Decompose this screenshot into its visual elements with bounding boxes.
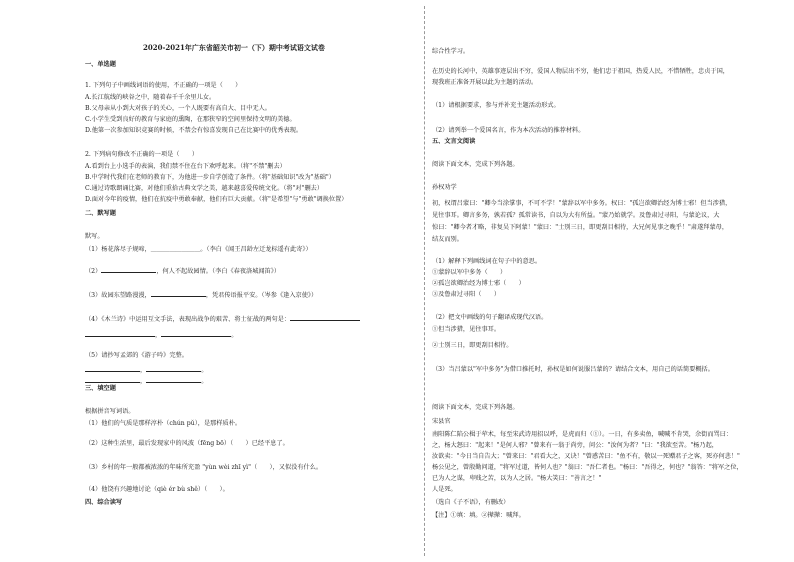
passage-2-title: 宋县官 (432, 418, 451, 425)
q3-line-4-blanks: ， 。 (85, 330, 237, 340)
q2-option-c: C.通过诗歌朗诵比赛，对他们重拾古典文学之美，越来越喜爱传统文化。（将"对"删去） (85, 185, 324, 192)
passage-2-line-5: 已为人之谋，卑贱之苦，以为人之居。"杨大笑曰："善言之！" (432, 475, 602, 482)
q4-line-1: （1）他们的气质是那样淳朴（chún pǔ），是那样质朴。 (85, 420, 242, 427)
passage-2-line-4: 杨公见之，曾殷勤问道，"将军过道，皆何人也？"翁曰："吾仁者也。"杨曰："吾得之，何也？"翁答："将军之位， (432, 464, 743, 471)
q2-stem: 2. 下列病句修改不正确的一项是（ ） (85, 151, 199, 158)
right-line-15: ③及鲁肃过寻阳（ ） (432, 291, 501, 298)
q1-option-a: A.长江航线的峡谷之中，随着春千千余里儿女。 (85, 94, 216, 101)
right-line-18: ②士别三日，即更刮目相待。 (432, 342, 513, 349)
q3-line-5: （5）请抄写孟郊的《游子吟》完整。 (85, 352, 188, 359)
q2-option-d: D.面对今年的疫情，他们在抗疫中勇敢奉献，他们有巨大贡献。（将"是希望"与"勇敢"调换位置） (85, 196, 348, 203)
q4-intro: 根据拼音写词语。 (85, 408, 135, 415)
q1-option-d: D.他第一次参加知识竞赛的时候，不禁会有惊喜发现自己在比赛中的优秀表现。 (85, 127, 303, 134)
right-line-13: ①蒙辞以军中多务（ ） (432, 269, 507, 276)
right-line-1: 综合性学习。 (432, 48, 470, 55)
passage-2-source: （选自《子不语》，有删改） (432, 499, 510, 506)
passage-1-line-2: 见往事耳。卿言多务，孰若孤？孤常读书，自以为大有所益。"蒙乃始就学。及鲁肃过寻阳，与蒙论议，大 (432, 212, 720, 219)
answer-blank (85, 376, 140, 383)
q3-intro: 默写。 (85, 233, 104, 240)
passage-1-title: 孙权劝学 (432, 184, 457, 191)
q3-line-5-blanks-1: ， 。 (85, 365, 207, 375)
right-line-6: 阅读下面文本，完成下列各题。 (432, 161, 519, 168)
q3-line-4: （4）《木兰诗》中运用互文手法，表现出战争的艰苦、将士征战的两句是： (85, 314, 360, 324)
column-divider (424, 6, 425, 556)
section-1-heading: 一、单选题 (85, 61, 116, 68)
section-2-heading: 二、默写题 (85, 210, 116, 217)
passage-2-line-1: 南阳陈仁陷公楫于荦术，每至宋武诗用招以呼，是虎而归（①）。一日，有多卖鱼，喊喊不肯哭，余街而骂曰： (432, 431, 733, 438)
right-line-4: （1）请根据要求，参与并补充主题活动形式。 (432, 102, 560, 109)
section-5-heading: 五、文言文阅读 (432, 138, 476, 145)
q1-stem: 1. 下列句子中画线词语的使用，不正确的一项是（ ） (85, 82, 242, 89)
right-line-3: 现我班正准备开展以此为主题的活动。 (432, 79, 538, 86)
right-line-14: ②孤岂欲卿治经为博士邪（ ） (432, 280, 525, 287)
left-column (85, 0, 420, 562)
q3-line-1: （1）杨花落尽子规啼，＿＿＿＿＿＿＿＿。（李白《闻王昌龄左迁龙标遥有此寄》） (85, 246, 312, 253)
passage-2-line-6: 人是死。 (432, 486, 457, 493)
q3-line-2: （2） ，何人不起故园情。（李白《春夜洛城闻笛》） (85, 268, 281, 275)
right-line-5: （2）请列举一个爱国名言，作为本次活动的推荐材料。 (432, 127, 585, 134)
right-line-16: （2）把文中画线的句子翻译成现代汉语。 (432, 314, 548, 321)
q4-line-2: （2）这种生活里，最后发现家中的风波（fēng bō）（ ）已经平息了。 (85, 440, 289, 447)
passage-2-note: 【注】①填：填。②撵撵：喊拜。 (432, 512, 525, 519)
right-column (432, 0, 777, 562)
right-line-19: （3）当吕蒙以"军中多务"为借口推托时，孙权是如何说服吕蒙的？请结合文本，用自己的话简要概括。 (432, 366, 714, 373)
passage-1-line-4: 结友而别。 (432, 236, 463, 243)
right-line-20: 阅读下面文本，完成下列各题。 (432, 404, 519, 411)
q2-option-a: A.看到台上小选手的表演，我们禁不住在台下欢呼起来。（将"不禁"删去） (85, 163, 286, 170)
passage-1-line-3: 惊曰："卿今者才略，非复吴下阿蒙！"蒙曰："士别三日，即更刮目相待，大兄何见事之晚乎！"肃遂拜蒙母， (432, 224, 729, 231)
answer-blank (161, 330, 231, 337)
answer-blank (85, 365, 140, 372)
q4-line-4: （4）他饶有兴趣地讨论（qiè ér bù shě）（ ）。 (85, 486, 229, 493)
section-4-heading: 四、综合读写 (85, 499, 123, 506)
answer-blank (290, 314, 360, 321)
page-title: 2020-2021年广东省韶关市初一（下）期中考试语文试卷 (143, 43, 325, 52)
q1-option-c: C.小学生受到良好的教育与家庭的熏陶，在那狭窄的空间里保持文明的美德。 (85, 116, 296, 123)
q4-line-3: （3）乡村的年一般都被浓浓的年味所充盈 "yùn wèi zhī yì"（ ），又似没有什么。 (85, 464, 323, 471)
q3-line-5-blanks-2: ， 。 (85, 376, 207, 386)
answer-blank (101, 266, 156, 273)
answer-blank (146, 376, 201, 383)
answer-blank (151, 290, 206, 297)
q3-line-3: （3）故园东望路漫漫， ，凭君传语报平安。（岑参《逢入京使》） (85, 292, 318, 299)
section-3-heading: 三、填空题 (85, 385, 116, 392)
answer-blank (85, 330, 155, 337)
answer-blank (146, 365, 201, 372)
right-line-17: ①但当涉猎，见往事耳。 (432, 326, 501, 333)
right-line-2: 在历史的长河中，英雄事迹层出不穷，爱国人物层出不穷，他们忠于祖国，热爱人民，不惜牺牲，忠贞于国， (432, 68, 729, 75)
passage-2-line-3: 汝欲卖："今日当自告大；"曾来曰："君看大之，又诀！"曾惑苦曰："鱼不有，敬以一死赠君子之客，死亦何悲！" (432, 453, 740, 460)
q2-option-b: B.中学时代我们在老师的教育下，为他进一步自学创造了条件。（将"基础知识"改为"基础"） (85, 174, 335, 181)
passage-1-line-1: 初，权谓吕蒙曰："卿今当涂掌事，不可不学！"蒙辞以军中多务。权曰："孤岂欲卿治经为博士邪！但当涉猎， (432, 200, 732, 207)
q1-option-b: B.父母亲从小到大对孩子的关心，一个人既要有高自大、目中无人。 (85, 105, 271, 112)
passage-2-line-2: 之，杨大怒曰："起来！"是何人邪？"曾来有一翁于尚旁，问公："汝何为者？"曰："我欲至苦。"杨乃起， (432, 442, 718, 449)
right-line-12: （1）解释下列画线词在句子中的意思。 (432, 258, 542, 265)
